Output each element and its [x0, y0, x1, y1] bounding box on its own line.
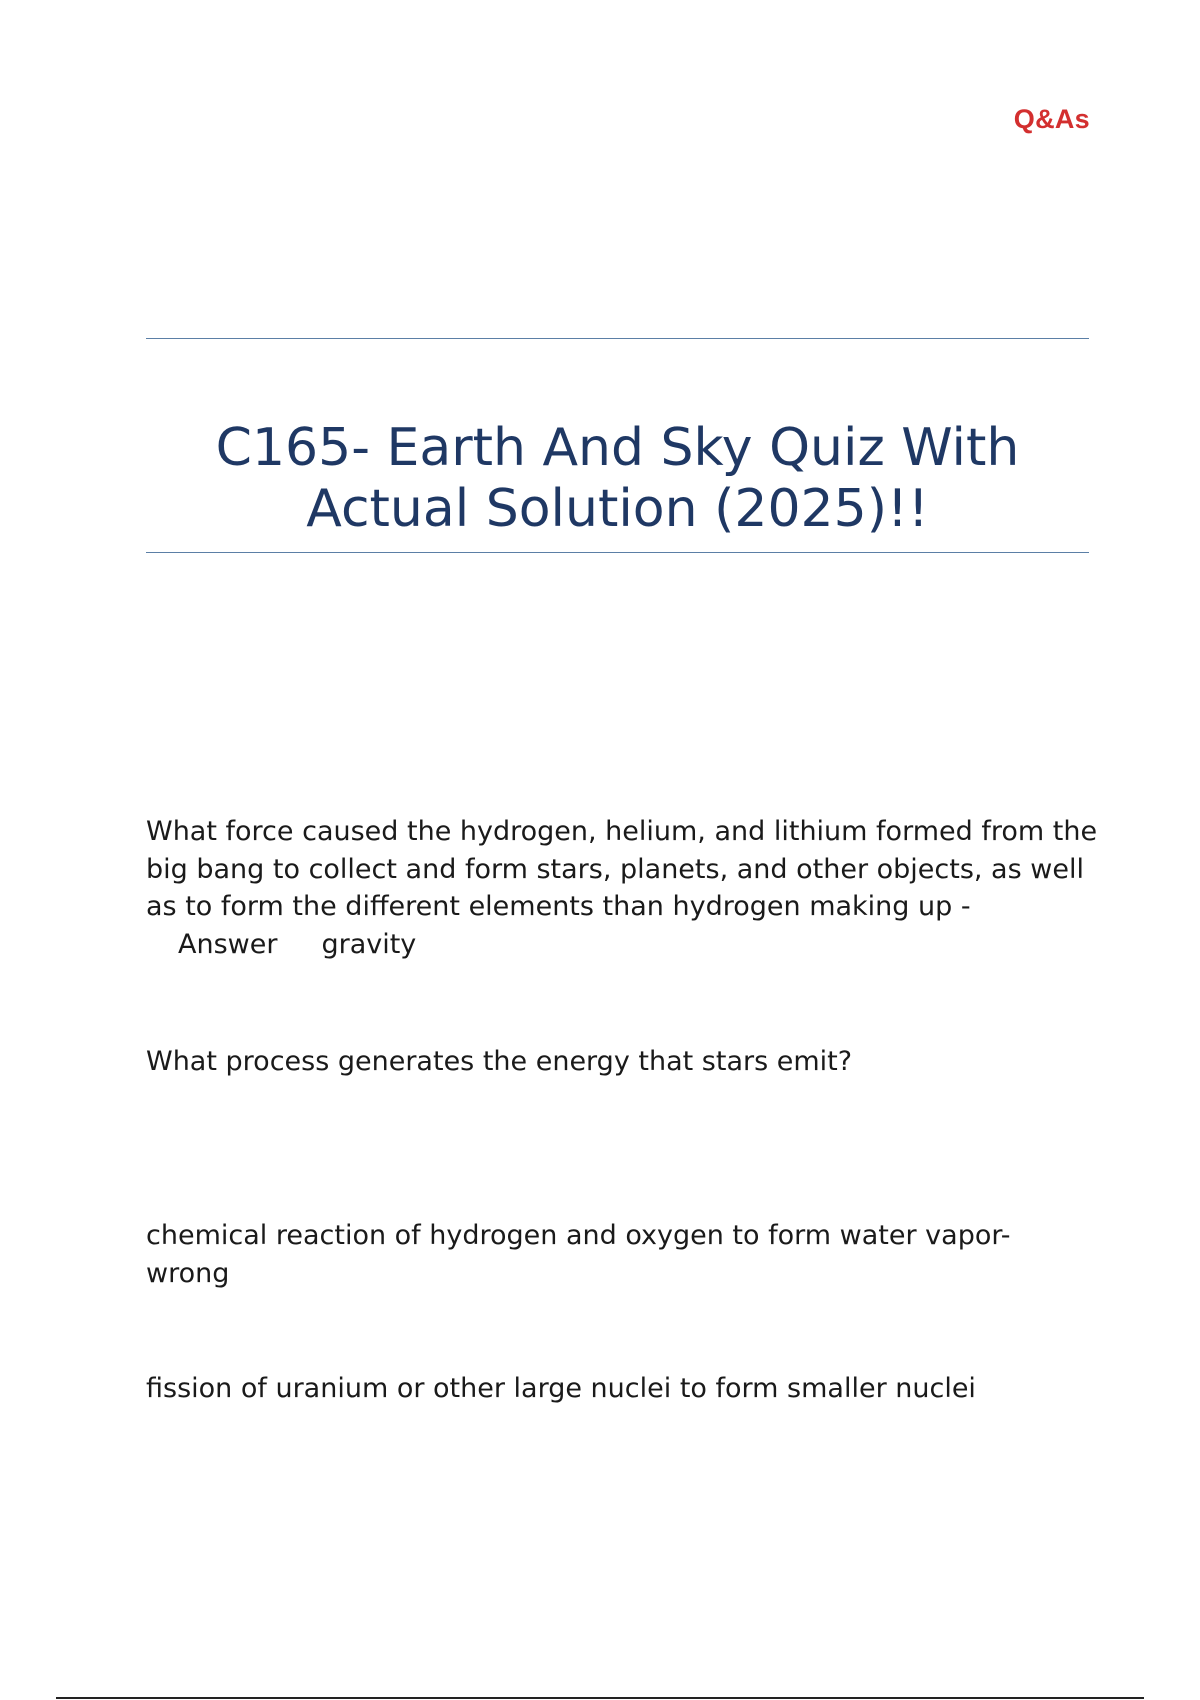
answer-option-1	[146, 1217, 1106, 1292]
answer-option-2-line-1: fission of uranium or other large nuclei to form smaller nuclei	[146, 1373, 976, 1404]
page-title-line-2: Actual Solution (2025)!!	[306, 479, 929, 539]
question-1-answer-label: Answer	[178, 928, 278, 960]
question-1	[146, 813, 1106, 963]
question-2-text: What process generates the energy that stars emit?	[146, 1046, 853, 1077]
question-2	[146, 1043, 1106, 1081]
page-title	[146, 418, 1089, 540]
answer-option-1-line-1: chemical reaction of hydrogen and oxygen to form water vapor-	[146, 1220, 1011, 1251]
title-rule-bottom	[146, 552, 1089, 553]
header-tag: Q&As	[1013, 104, 1090, 134]
title-rule-top	[146, 338, 1089, 339]
question-1-answer: gravity	[321, 928, 417, 960]
answer-option-1-line-2: wrong	[146, 1257, 230, 1289]
question-1-text: What force caused the hydrogen, helium, and lithium formed from the big bang to collect and form stars, planets, and other objects, as well as to form the different elements than hydrogen making up -	[146, 816, 1098, 922]
page-bottom-rule	[56, 1697, 1144, 1699]
answer-option-2	[146, 1370, 1106, 1408]
page-title-line-1: C165- Earth And Sky Quiz With	[215, 418, 1020, 478]
